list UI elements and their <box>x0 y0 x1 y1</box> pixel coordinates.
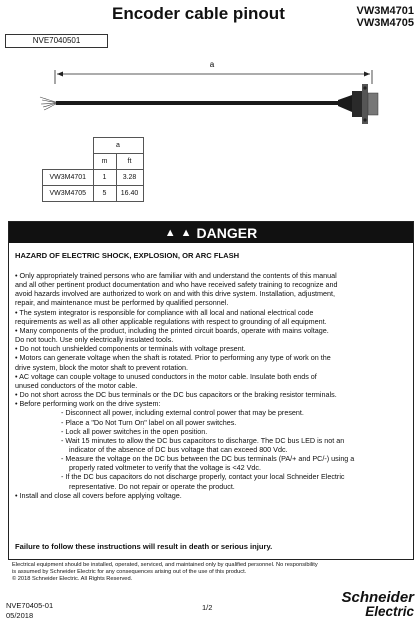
hazard-title: HAZARD OF ELECTRIC SHOCK, EXPLOSION, OR ARC FLASH <box>15 251 240 260</box>
table-col-m: m <box>93 154 116 170</box>
loose-wires <box>40 97 56 110</box>
instruction-subline: - If the DC bus capacitors do not discharge properly, contact your local Schneider Electric <box>61 472 345 482</box>
instruction-line: • Do not short across the DC bus terminals or the DC bus capacitors or the braking resistor terminals. <box>15 390 337 400</box>
page-title: Encoder cable pinout <box>112 4 285 23</box>
danger-label: DANGER <box>196 224 258 241</box>
instruction-line: • Many components of the product, including the printed circuit boards, operate with mains voltage. <box>15 325 329 335</box>
instruction-line: unused conductors of the motor cable. <box>15 380 138 390</box>
instruction-line: and all other pertinent product documentation and who have received safety training to recognize and <box>15 280 338 290</box>
connector-shell <box>368 93 378 115</box>
instruction-line: • The system integrator is responsible for compliance with all local and national electrical code <box>15 307 314 317</box>
table-cell-ft: 3.28 <box>116 170 143 186</box>
dim-label: a <box>209 60 215 69</box>
danger-box <box>8 221 414 560</box>
footer-doc-info <box>6 601 53 621</box>
footer-doc-code: NVE70405-01 <box>6 601 54 610</box>
instruction-line: drive system, block the motor shaft to prevent rotation. <box>15 362 188 372</box>
table-col-ft: ft <box>116 154 143 170</box>
length-table <box>42 137 144 202</box>
instruction-line: • Do not touch unshielded components or terminals with voltage present. <box>15 344 246 354</box>
connector-screw <box>363 118 366 121</box>
footer-date: 05/2018 <box>6 611 34 620</box>
connector-screw <box>363 86 366 89</box>
table-cell-model: VW3M4701 <box>43 170 94 186</box>
logo-text: Schneider <box>341 589 414 606</box>
dim-arrow-right <box>364 72 370 77</box>
table-cell-ft: 16.40 <box>116 186 143 202</box>
doc-code-box: NVE7040501 <box>5 34 108 48</box>
product-ref: VW3M4701 <box>356 5 414 17</box>
table-cell-m: 1 <box>93 170 116 186</box>
instruction-line: requirements as well as all other applicable regulations with respect to grounding of all equipment. <box>15 316 327 326</box>
instruction-line: • Motors can generate voltage when the shaft is rotated. Prior to performing any type of work on the <box>15 353 331 363</box>
logo-text: Electric <box>365 604 414 619</box>
instruction-subline: - Place a "Do Not Turn On" label on all power switches. <box>61 417 237 427</box>
dim-arrow-left <box>57 72 63 77</box>
product-ref: VW3M4705 <box>356 17 414 29</box>
table-row <box>43 170 144 186</box>
instruction-line: repair, and maintenance must be performed by qualified personnel. <box>15 298 229 308</box>
instruction-line: • Install and close all covers before applying voltage. <box>15 490 182 500</box>
failure-statement: Failure to follow these instructions will result in death or serious injury. <box>15 542 273 551</box>
table-cell-m: 5 <box>93 186 116 202</box>
warning-triangle-icon: ▲ <box>164 226 176 239</box>
product-refs <box>357 5 414 29</box>
instruction-line: • Before performing work on the drive system: <box>15 399 161 409</box>
table-cell-model: VW3M4705 <box>43 186 94 202</box>
instruction-line: avoid hazards involved are authorized to work on and with this drive system. Installation, adjustment, <box>15 289 336 299</box>
table-group-header: a <box>93 138 143 154</box>
instruction-subline: - Measure the voltage on the DC bus between the DC bus terminals (PA/+ and PC/-) using a <box>61 454 355 464</box>
cable-drawing <box>0 54 420 136</box>
table-row <box>43 186 144 202</box>
strain-relief <box>338 95 352 112</box>
instruction-line: • AC voltage can couple voltage to unused conductors in the motor cable. Insulate both ends of <box>15 371 317 381</box>
instruction-line: • Only appropriately trained persons who are familiar with and understand the contents of this manual <box>15 271 337 280</box>
instruction-subline: indicator of the absence of DC bus voltage that can exceed 800 Vdc. <box>69 444 288 454</box>
instruction-subline: - Wait 15 minutes to allow the DC bus capacitors to discharge. The DC bus LED is not an <box>61 435 345 445</box>
instruction-subline: - Lock all power switches in the open position. <box>61 426 208 436</box>
cable <box>56 101 338 105</box>
warning-triangle-icon: ▲ <box>180 226 192 239</box>
instruction-subline: representative. Do not repair or operate the product. <box>69 481 235 491</box>
copyright: © 2018 Schneider Electric. All Rights Reserved. <box>12 576 133 583</box>
connector-body <box>352 91 362 117</box>
disclaimer-line: Electrical equipment should be installed, operated, serviced, and maintained only by qualified personnel. No responsibility <box>12 562 318 568</box>
instruction-line: Do not touch. Use only electrically insulated tools. <box>15 335 174 345</box>
disclaimer-line: is assumed by Schneider Electric for any consequences arising out of the use of this product. <box>12 569 247 576</box>
danger-header <box>9 222 413 243</box>
safety-instructions <box>15 271 409 500</box>
instruction-subline: properly rated voltmeter to verify that the voltage is <42 Vdc. <box>69 463 261 473</box>
page-number: 1/2 <box>202 603 213 612</box>
schneider-logo <box>341 590 414 618</box>
connector-flange <box>362 84 368 124</box>
instruction-subline: - Disconnect all power, including external control power that may be present. <box>61 408 304 418</box>
disclaimer <box>12 562 412 584</box>
